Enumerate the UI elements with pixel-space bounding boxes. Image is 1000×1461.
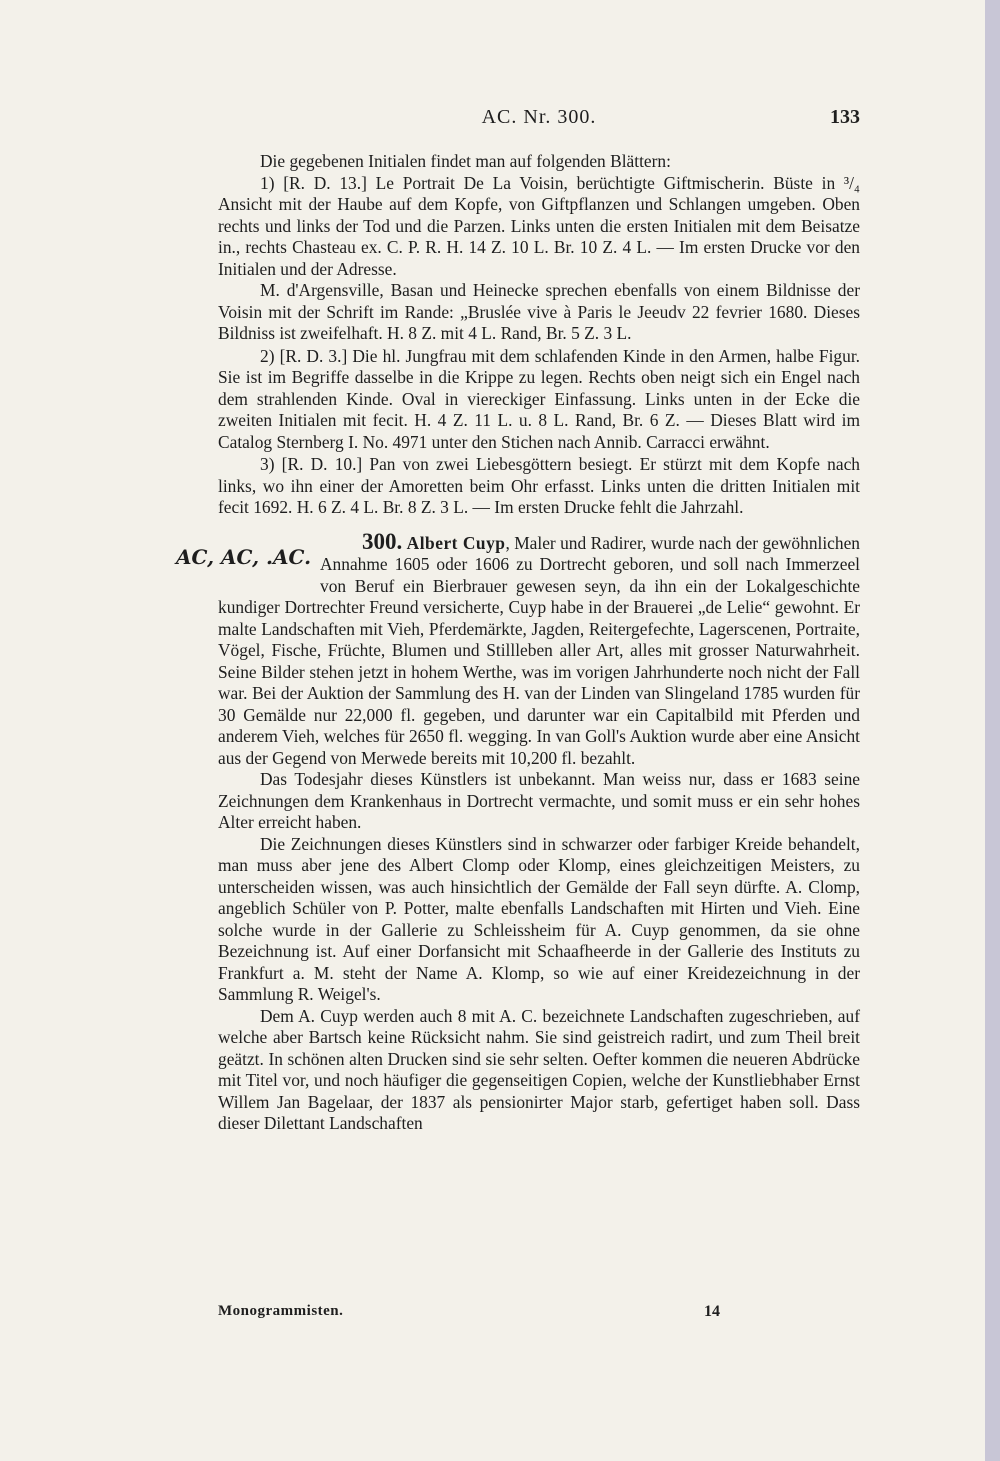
drawings-paragraph: Die Zeichnungen dieses Künstlers sind in schwarzer oder farbiger Kreide behandelt, man muss aber jene des Albert Clomp oder Klomp, eines gleichzeitigen Meisters, zu unterscheiden wissen, was auch hinsichtlich der Gemälde der Fall seyn dürfte. A. Clomp, angeblich Schüler von P. Potter, malte ebenfalls Landschaften mit Hirten und Vieh. Eine solche wurde in der Gallerie zu Schleissheim für A. Cuyp genommen, da sie ohne Bezeichnung ist. Auf einer Dorfansicht mit Schaafheerde in der Gallerie des Instituts zu Frankfurt a. M. steht der Name A. Klomp, so wie auf einer Kreidezeichnung in der Sammlung R. Weigel's. [218,833,860,1004]
entry-300-paragraph [176,528,861,770]
entry-lead-text: , Maler und Radirer, wurde nach der gewöhnlichen Annahme 1605 oder 1606 zu Dortrecht geboren, und soll nach Immerzeel von Beruf ein Bierbrauer gewesen seyn, da ihn ein der Lokalgeschichte kundiger Dortrechter Freund versicherte, Cuyp habe in der Brauerei „de Lelie“ gewohnt. Er malte Landschaften mit Vieh, Pferdemärkte, Jagden, Reitergefechte, Lagerscenen, Portraite, Vögel, Fische, Früchte, Blumen und Stillleben aller Art, alles mit grosser Naturwahrheit. Seine Bilder stehen jetzt in hohem Werthe, was im vorigen Jahrhunderte noch nicht der Fall war. Bei der Auktion der Sammlung des H. van der Linden van Slingeland 1785 wurden für 30 Gemälde nur 22,000 fl. gegeben, und darunter war ein Capitalbild mit Pferden und anderem Vieh, welches für 2650 fl. wegging. In van Goll's Auktion wurde aber eine Ansicht aus der Gegend von Merwede bereits mit 10,200 fl. bezahlt. [218,532,861,768]
argensville-paragraph: M. d'Argensville, Basan und Heinecke sprechen ebenfalls von einem Bildnisse der Voisin mit der Schrift im Rande: „Bruslée vive à Paris le Jeeudv 22 fevrier 1680. Dieses Bildniss ist zweifelhaft. H. 8 Z. mit 4 L. Rand, Br. 5 Z. 3 L. [218,280,860,343]
item-1-paragraph: 1) [R. D. 13.] Le Portrait De La Voisin, berüchtigte Giftmischerin. Büste in ³/₄ Ansicht mit der Haube auf dem Kopfe, von Giftpflanzen und Schlangen umgeben. Oben rechts und links der Tod und die Parzen. Links unten die ersten Initialen mit dem Beisatze in., rechts Chasteau ex. C. P. R. H. 14 Z. 10 L. Br. 10 Z. 4 L. — Im ersten Drucke vor den Initialen und der Adresse. [218,172,860,279]
item-2-paragraph: 2) [R. D. 3.] Die hl. Jungfrau mit dem schlafenden Kinde in den Armen, halbe Figur. Sie ist im Begriffe dasselbe in die Krippe zu legen. Rechts oben neigt sich ein Engel nach dem strahlenden Kinde. Oval in viereckiger Einfassung. Links unten in der Ecke die zweiten Initialen mit fecit. H. 4 Z. 11 L. u. 8 L. Rand, Br. 6 Z. — Dieses Blatt wird im Catalog Sternberg I. No. 4971 unter den Stichen nach Annib. Carracci erwähnt. [218,345,860,452]
death-year-paragraph: Das Todesjahr dieses Künstlers ist unbekannt. Man weiss nur, dass er 1683 seine Zeichnungen dem Krankenhaus in Dortrecht vermachte, und somit muss er ein sehr hohes Alter erreicht haben. [218,769,860,832]
intro-paragraph: Die gegebenen Initialen findet man auf folgenden Blättern: [260,151,671,171]
page-number: 133 [830,106,860,128]
page-footer [218,1303,860,1325]
running-title: AC. Nr. 300. [481,106,597,128]
signature-number: 14 [704,1303,720,1320]
signature-mark: Monogrammisten. [218,1303,344,1319]
artist-name: Albert Cuyp [406,532,506,553]
etchings-paragraph: Dem A. Cuyp werden auch 8 mit A. C. bezeichnete Landschaften zugeschrieben, auf welche aber Bartsch keine Rücksicht nahm. Sie sind geistreich radirt, und zum Theil breit geätzt. In schönen alten Drucken sind sie sehr selten. Oefter kommen die neueren Abdrücke mit Titel vor, und noch häufiger die gegenseitigen Copien, welche der Kunstliebhaber Ernst Willem Jan Bagelaar, der 1837 als pensionirter Major starb, gefertiget haben soll. Dass dieser Dilettant Landschaften [218,1005,860,1133]
item-3-paragraph: 3) [R. D. 10.] Pan von zwei Liebesgöttern besiegt. Er stürzt mit dem Kopfe nach links, wo ihn einer der Amoretten beim Ohr erfasst. Links unten die dritten Initialen mit fecit 1692. H. 6 Z. 4 L. Br. 8 Z. 3 L. — Im ersten Drucke fehlt die Jahrzahl. [218,454,860,517]
entry-number: 300. [362,528,403,554]
monogram-mark: AC, AC, .AC. [176,544,312,569]
page-header [218,106,860,134]
page-body [176,151,861,1135]
